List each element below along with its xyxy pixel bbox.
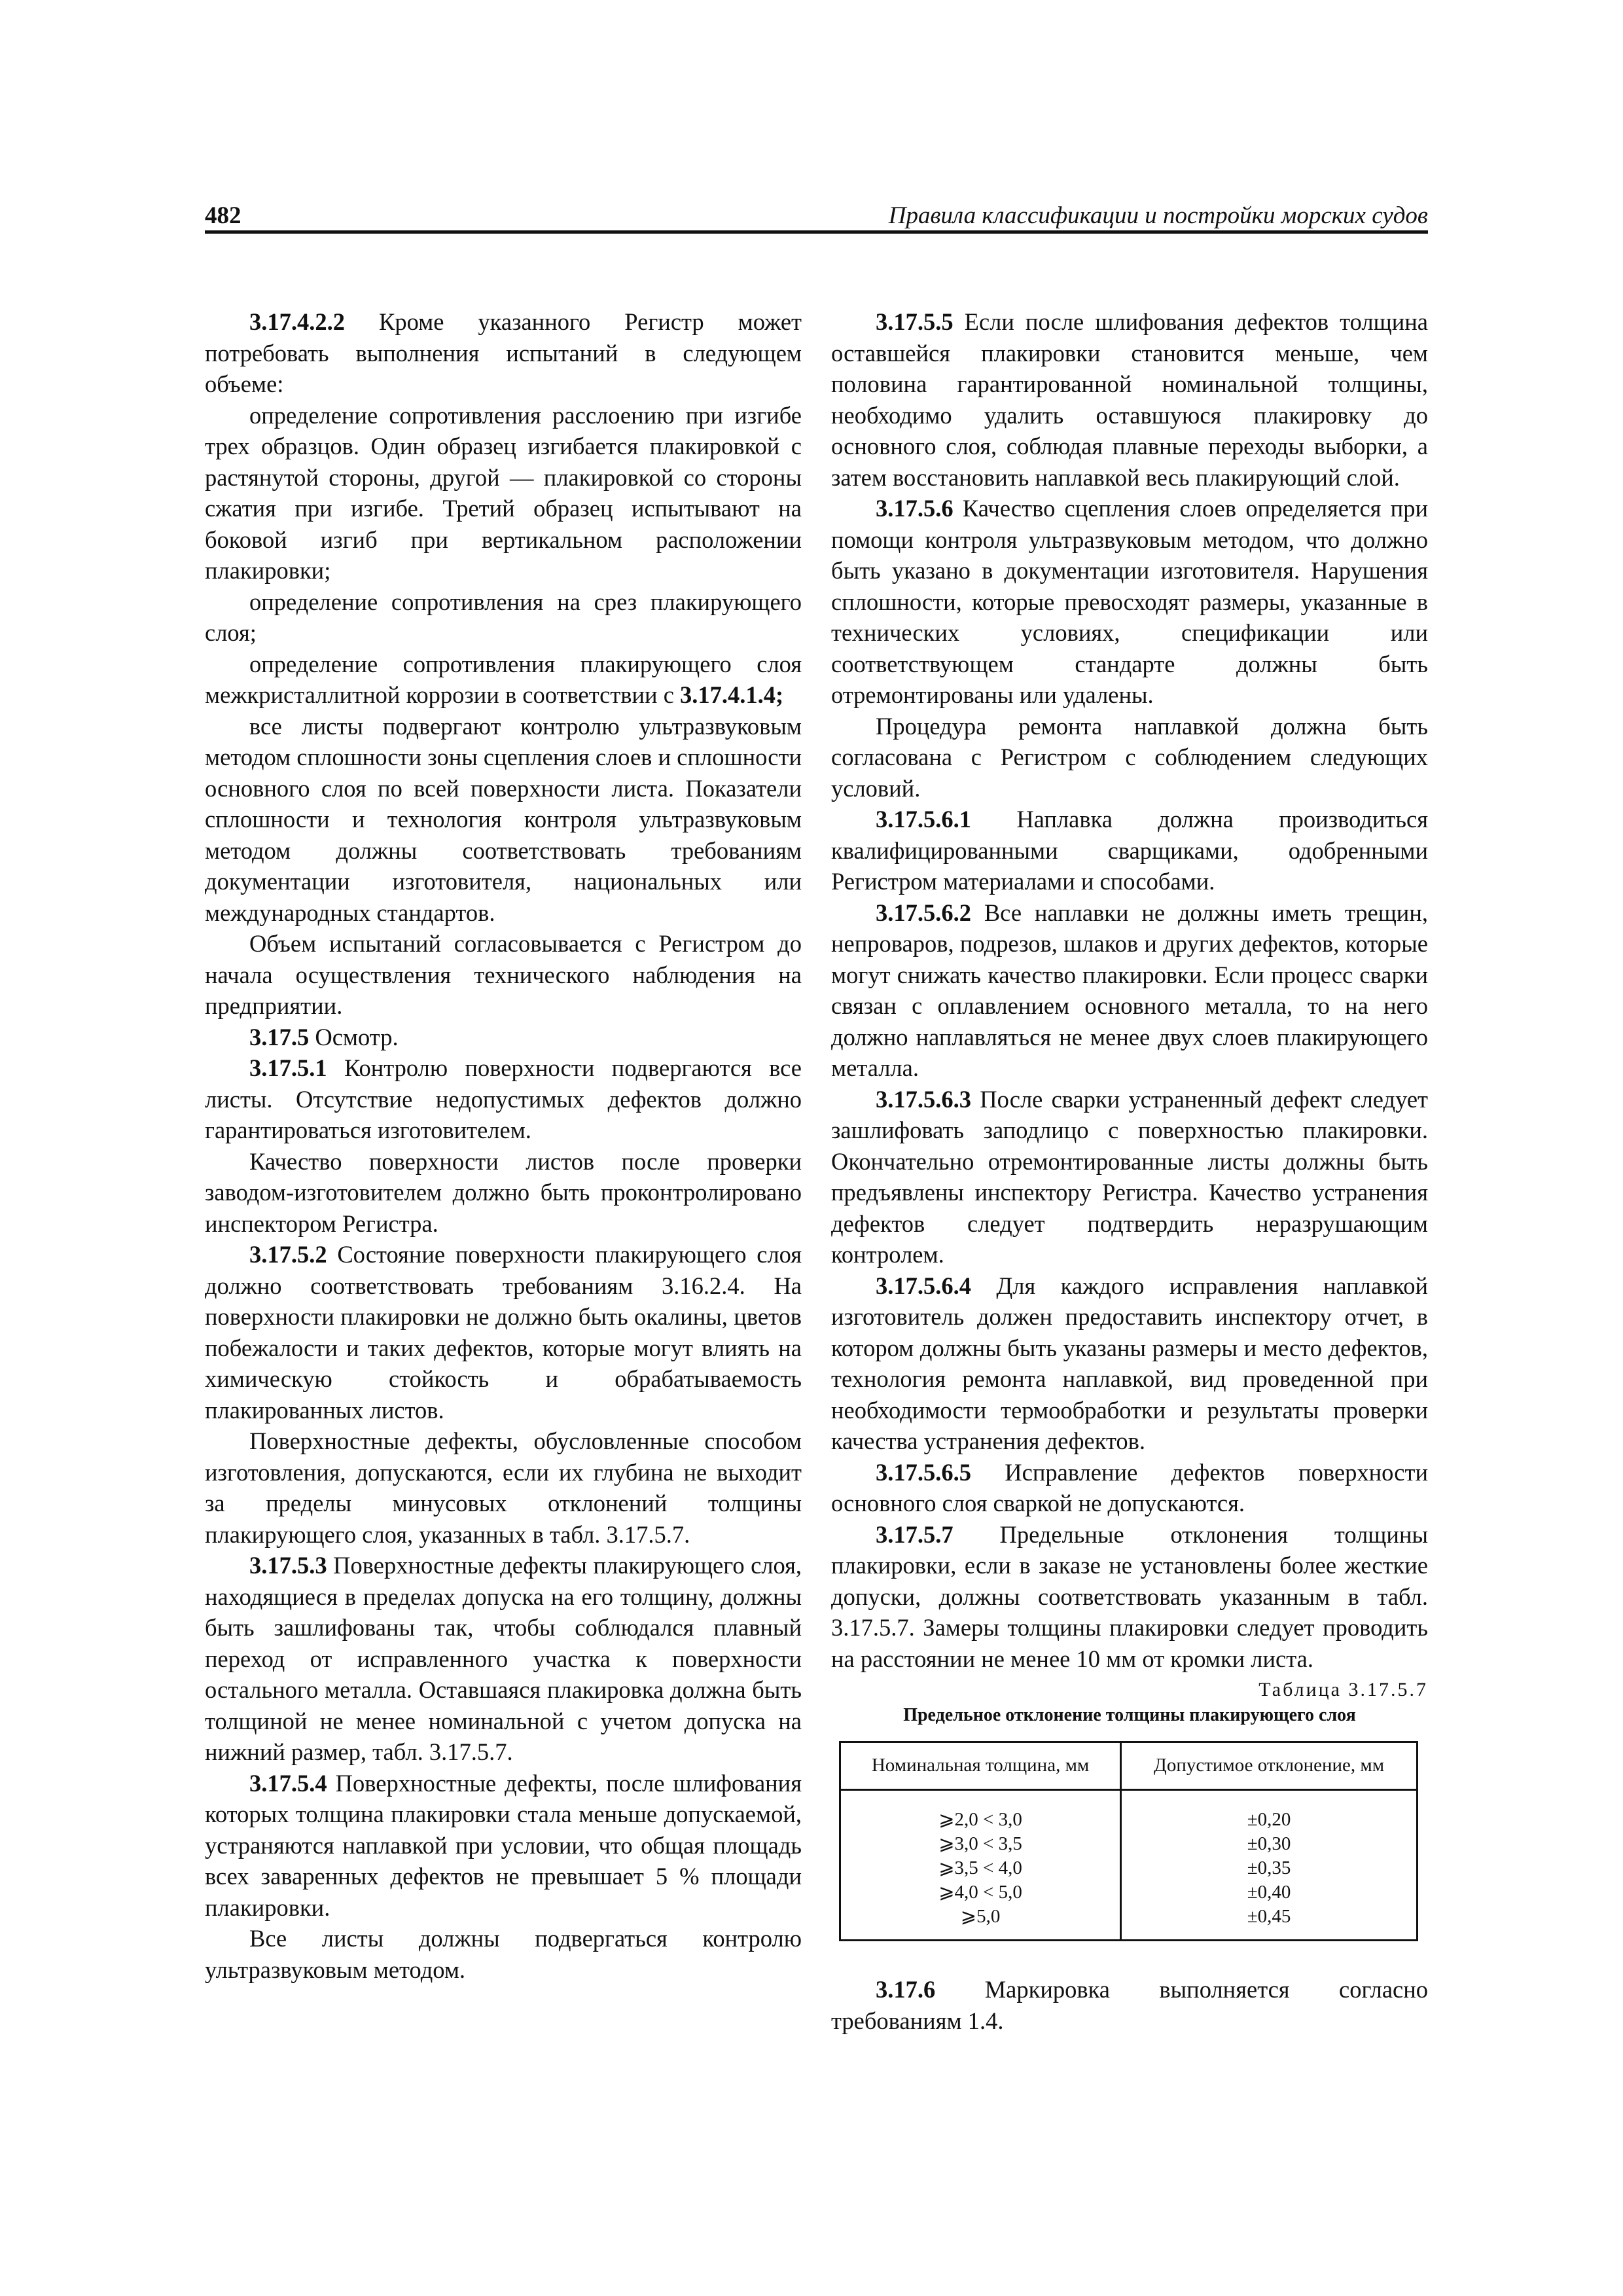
clause-number: 3.17.5.6: [876, 495, 954, 522]
paragraph-text: Предельные отклонения толщины плакировки, если в заказе не установлены более жесткие допуски, должны соответствовать указанным в табл. 3.17.5.7. Замеры толщины плакировки следует проводить на расстоянии не менее 10 мм от кромки листа.: [831, 1520, 1428, 1672]
table-label: Таблица 3.17.5.7: [1258, 1679, 1428, 1700]
table-cell: ⩾3,0 < 3,5: [840, 1832, 1121, 1856]
paragraph: [205, 928, 802, 1022]
paragraph-text: Кроме указанного Регистр может потребовать выполнения испытаний в следующем объеме:: [205, 308, 802, 397]
paragraph: [205, 1923, 802, 1985]
paragraph: [205, 400, 802, 586]
clause-number: 3.17.4.2.2: [249, 308, 345, 335]
paragraph-text: Для каждого исправления наплавкой изготовитель должен предоставить инспектору отчет, в котором должны быть указаны размеры и место дефектов, технология ремонта наплавкой, вид проведенной при необходимости термообработки и результаты проверки качества устранения дефектов.: [831, 1272, 1428, 1454]
paragraph-text: После сварки устраненный дефект следует зашлифовать заподлицо с поверхностью плакировки. Окончательно отремонтированные листы должны быть предъявлены инспектору Регистра. Качество устранения дефектов следует подтвердить неразрушающим контролем.: [831, 1085, 1428, 1268]
clause-number: 3.17.5.3: [249, 1552, 327, 1579]
clause-number: 3.17.5.6.2: [876, 899, 971, 926]
paragraph: [205, 711, 802, 929]
table-cell: ±0,40: [1121, 1880, 1418, 1905]
paragraph-text: все листы подвергают контролю ультразвуковым методом сплошности зоны сцепления слоев и сплошности основного слоя по всей поверхности листа. Показатели сплошности и технология контроля ультразвуковым методом должны соответствовать требованиям документации изготовителя, национальных или международных стандартов.: [205, 712, 802, 926]
section-heading: [205, 1022, 802, 1053]
paragraph-text: Контролю поверхности подвергаются все листы. Отсутствие недопустимых дефектов должно гарантироваться изготовителем.: [205, 1054, 802, 1143]
paragraph: [831, 897, 1428, 1084]
paragraph: [831, 1270, 1428, 1457]
header-rule: [205, 230, 1428, 234]
paragraph: [831, 804, 1428, 897]
paragraph-text: Качество сцепления слоев определяется при помощи контроля ультразвуковым методом, что должно быть указано в документации изготовителя. Нарушения сплошности, которые превосходят размеры, указанные в технических условиях, спецификации или соответствующем стандарте должны быть отремонтированы или удалены.: [831, 495, 1428, 708]
table-cell: ±0,20: [1121, 1790, 1418, 1833]
paragraph-text: Если после шлифования дефектов толщина оставшейся плакировки становится меньше, чем половина гарантированной номинальной толщины, необходимо удалить оставшуюся плакировку до основного слоя, соблюдая плавные переходы выборки, а затем восстановить наплавкой весь плакирующий слой.: [831, 308, 1428, 491]
paragraph: [205, 306, 802, 400]
table-row: [840, 1832, 1418, 1856]
clause-number: 3.17.5.6.5: [876, 1458, 971, 1486]
paragraph: [831, 493, 1428, 711]
paragraph-text: Исправление дефектов поверхности основного слоя сваркой не допускаются.: [831, 1458, 1428, 1516]
paragraph: [205, 1052, 802, 1146]
table-cell: ⩾5,0: [840, 1905, 1121, 1941]
table-cell: ⩾2,0 < 3,0: [840, 1790, 1121, 1833]
paragraph-text: определение сопротивления на срез плакирующего слоя;: [205, 588, 802, 646]
table-cell: ±0,45: [1121, 1905, 1418, 1941]
tolerance-table: [839, 1741, 1418, 1941]
clause-number: 3.17.5.7: [876, 1520, 954, 1548]
paragraph: [205, 649, 802, 711]
clause-number: 3.17.5.1: [249, 1054, 327, 1081]
paragraph-text: определение сопротивления расслоению при изгибе трех образцов. Один образец изгибается плакировкой с растянутой стороны, другой — плакировкой со стороны сжатия при изгибе. Третий образец испытывают на боковой изгиб при вертикальном расположении плакировки;: [205, 401, 802, 584]
clause-number: 3.17.6: [876, 1976, 936, 2003]
paragraph-text: Объем испытаний согласовывается с Регистром до начала осуществления технического наблюдения на предприятии.: [205, 930, 802, 1019]
column-header-nominal: Номинальная толщина, мм: [840, 1742, 1121, 1790]
paragraph: [831, 1084, 1428, 1270]
clause-number: 3.17.5.6.1: [876, 806, 971, 833]
paragraph: [831, 1974, 1428, 2036]
table-title: Предельное отклонение толщины плакирующего слоя: [903, 1705, 1356, 1725]
table-cell: ±0,30: [1121, 1832, 1418, 1856]
paragraph-text: Поверхностные дефекты, после шлифования которых толщина плакировки стала меньше допускаемой, устраняются наплавкой при условии, что общая площадь всех заваренных дефектов не превышает 5 % площади плакировки.: [205, 1769, 802, 1921]
paragraph: [205, 1426, 802, 1550]
clause-reference: 3.17.4.1.4;: [680, 681, 784, 708]
clause-number: 3.17.5.4: [249, 1769, 327, 1797]
paragraph-text: Осмотр.: [309, 1023, 399, 1050]
paragraph: [831, 711, 1428, 804]
paragraph: [831, 306, 1428, 493]
left-column: [205, 306, 802, 1985]
table-cell: ⩾3,5 < 4,0: [840, 1856, 1121, 1880]
table-row: [840, 1880, 1418, 1905]
paragraph: [831, 1457, 1428, 1519]
paragraph-text: Качество поверхности листов после проверки заводом-изготовителем должно быть проконтролировано инспектором Регистра.: [205, 1147, 802, 1237]
paragraph-text: Процедура ремонта наплавкой должна быть согласована с Регистром с соблюдением следующих условий.: [831, 712, 1428, 802]
spacer: [831, 1941, 1428, 1974]
paragraph-text: Поверхностные дефекты плакирующего слоя, находящиеся в пределах допуска на его толщину, должны быть зашлифованы так, чтобы соблюдался плавный переход от исправленного участка к поверхности остального металла. Оставшаяся плакировка должна быть толщиной не менее номинальной с учетом допуска на нижний размер, табл. 3.17.5.7.: [205, 1552, 802, 1765]
paragraph: [205, 1239, 802, 1426]
paragraph-text: Все наплавки не должны иметь трещин, непроваров, подрезов, шлаков и других дефектов, которые могут снижать качество плакировки. Если процесс сварки связан с оплавлением основного металла, то на него должно наплавляться не менее двух слоев плакирующего металла.: [831, 899, 1428, 1081]
running-title: Правила классификации и постройки морских судов: [888, 202, 1428, 229]
page-header: [205, 200, 1428, 234]
table-cell: ⩾4,0 < 5,0: [840, 1880, 1121, 1905]
clause-number: 3.17.5.6.4: [876, 1272, 971, 1299]
clause-number: 3.17.5.5: [876, 308, 954, 335]
table-row: [840, 1790, 1418, 1833]
page-number: 482: [205, 202, 241, 229]
paragraph-text: Маркировка выполняется согласно требованиям 1.4.: [831, 1976, 1428, 2034]
clause-number: 3.17.5.6.3: [876, 1085, 971, 1113]
paragraph: [205, 586, 802, 649]
paragraph-text: Все листы должны подвергаться контролю ультразвуковым методом.: [205, 1925, 802, 1983]
paragraph-text: Поверхностные дефекты, обусловленные способом изготовления, допускаются, если их глубина не выходит за пределы минусовых отклонений толщины плакирующего слоя, указанных в табл. 3.17.5.7.: [205, 1427, 802, 1548]
column-header-deviation: Допустимое отклонение, мм: [1121, 1742, 1418, 1790]
paragraph: [205, 1550, 802, 1768]
paragraph-text: определение сопротивления плакирующего слоя межкристаллитной коррозии в соответствии с: [205, 650, 802, 708]
table-cell: ±0,35: [1121, 1856, 1418, 1880]
table-row: [840, 1856, 1418, 1880]
right-column: [831, 306, 1428, 2036]
clause-number: 3.17.5: [249, 1023, 310, 1050]
paragraph: [205, 1768, 802, 1924]
paragraph: [205, 1146, 802, 1240]
paragraph-text: Состояние поверхности плакирующего слоя должно соответствовать требованиям 3.16.2.4. На поверхности плакировки не должно быть окалины, цветов побежалости и таких дефектов, которые могут влиять на химическую стойкость и обрабатываемость плакированных листов.: [205, 1241, 802, 1424]
clause-number: 3.17.5.2: [249, 1241, 327, 1268]
table-header-row: [840, 1742, 1418, 1790]
paragraph: [831, 1519, 1428, 1675]
paragraph-text: Наплавка должна производиться квалифицированными сварщиками, одобренными Регистром материалами и способами.: [831, 806, 1428, 895]
table-row: [840, 1905, 1418, 1941]
